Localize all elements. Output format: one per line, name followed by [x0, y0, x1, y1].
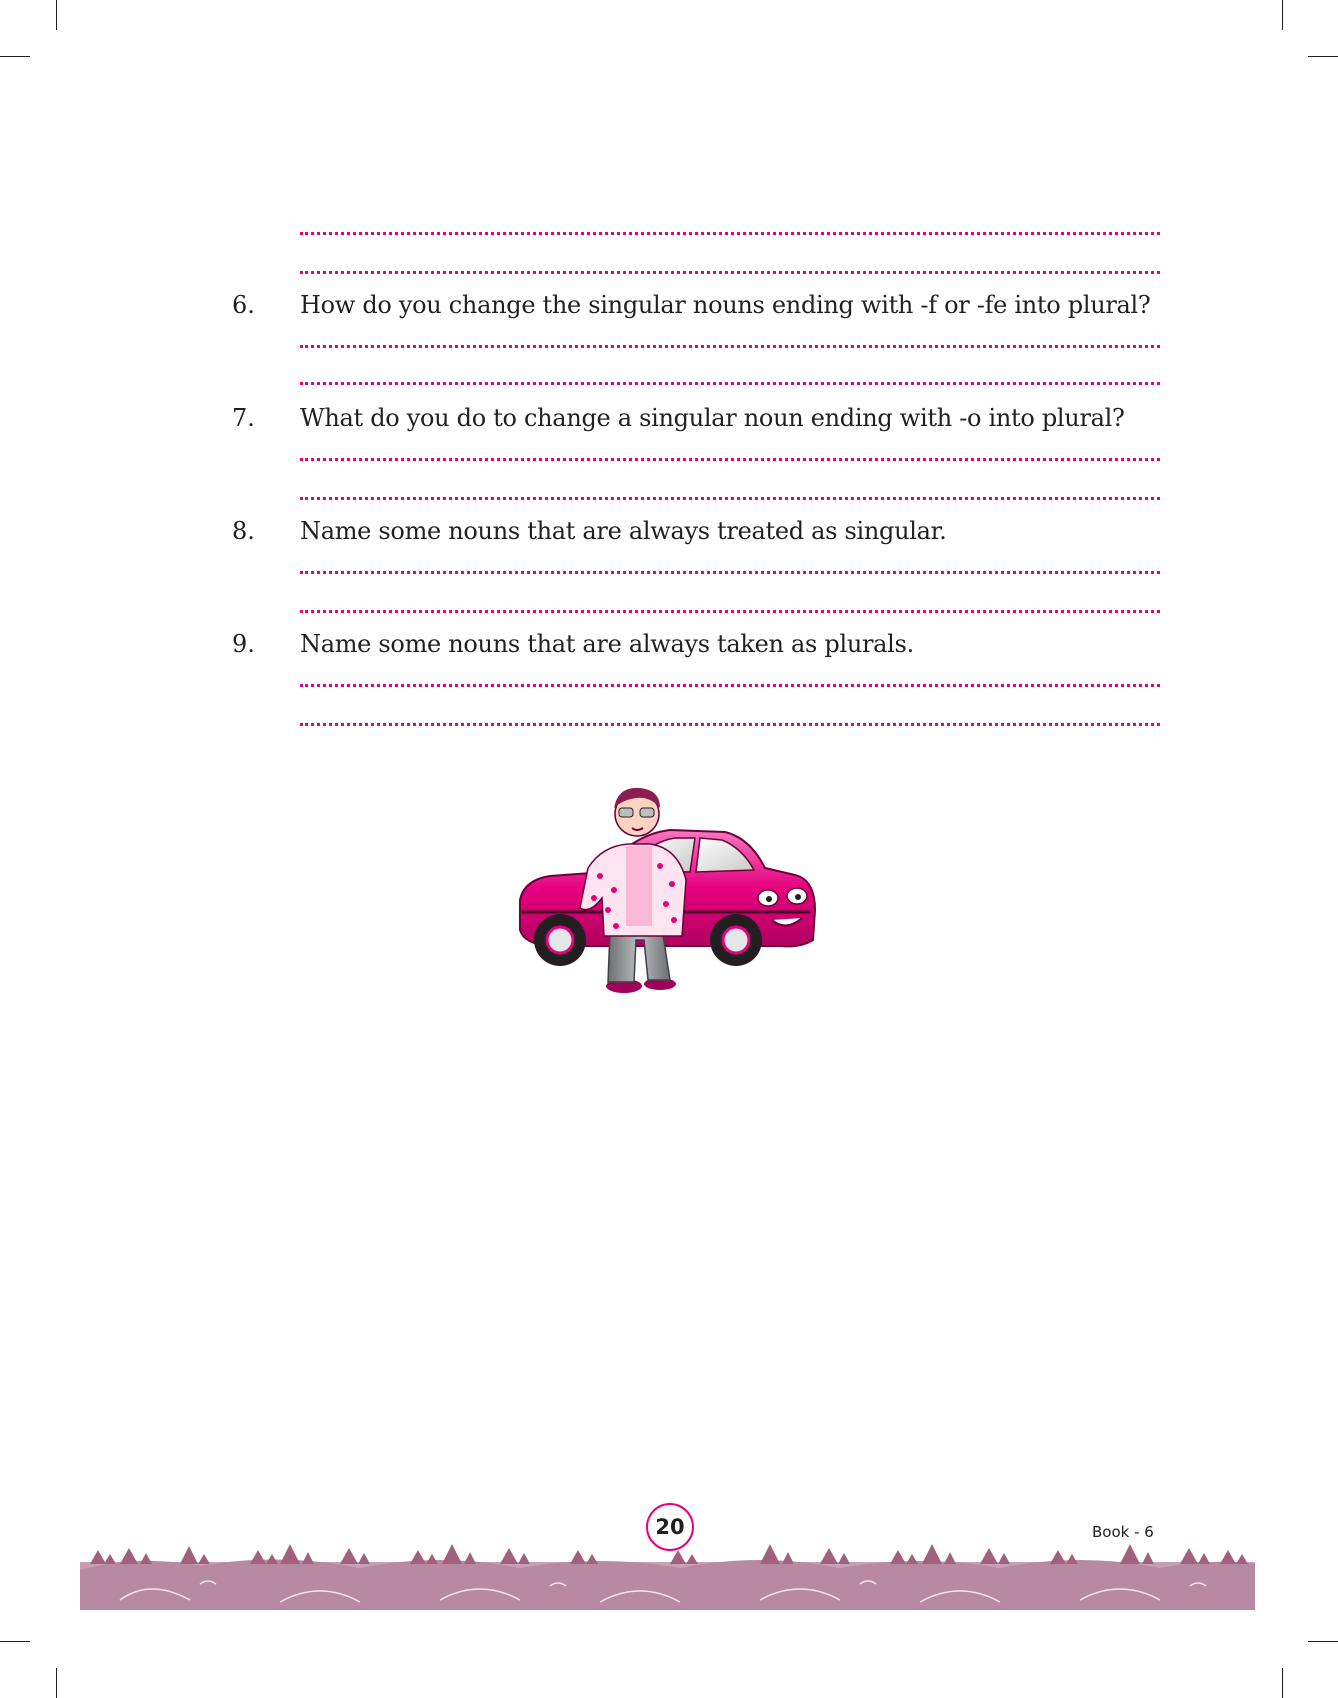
- answer-line[interactable]: [300, 610, 1160, 613]
- question-number: 7.: [232, 404, 255, 432]
- crop-mark: [56, 1668, 57, 1698]
- answer-line[interactable]: [300, 232, 1160, 235]
- answer-line[interactable]: [300, 723, 1160, 726]
- answer-line[interactable]: [300, 684, 1160, 687]
- page-number-badge: 20: [646, 1503, 694, 1551]
- crop-mark: [1308, 56, 1338, 57]
- question-text: Name some nouns that are always taken as plurals.: [300, 630, 914, 658]
- crop-mark: [0, 56, 30, 57]
- answer-line[interactable]: [300, 345, 1160, 348]
- crop-mark: [56, 0, 57, 30]
- answer-line[interactable]: [300, 382, 1160, 385]
- question-text: Name some nouns that are always treated as singular.: [300, 517, 947, 545]
- book-label: Book - 6: [1092, 1523, 1154, 1541]
- crop-mark: [1282, 1668, 1283, 1698]
- question-number: 9.: [232, 630, 255, 658]
- question-number: 8.: [232, 517, 255, 545]
- question-text: What do you do to change a singular noun ending with -o into plural?: [300, 404, 1125, 432]
- crop-mark: [1282, 0, 1283, 30]
- answer-line[interactable]: [300, 458, 1160, 461]
- crop-mark: [1308, 1641, 1338, 1642]
- question-text: How do you change the singular nouns ending with -f or -fe into plural?: [300, 291, 1151, 319]
- boy-with-car-illustration: [510, 780, 830, 1005]
- answer-line[interactable]: [300, 271, 1160, 274]
- question-number: 6.: [232, 291, 255, 319]
- answer-line[interactable]: [300, 571, 1160, 574]
- crop-mark: [0, 1641, 30, 1642]
- answer-line[interactable]: [300, 497, 1160, 500]
